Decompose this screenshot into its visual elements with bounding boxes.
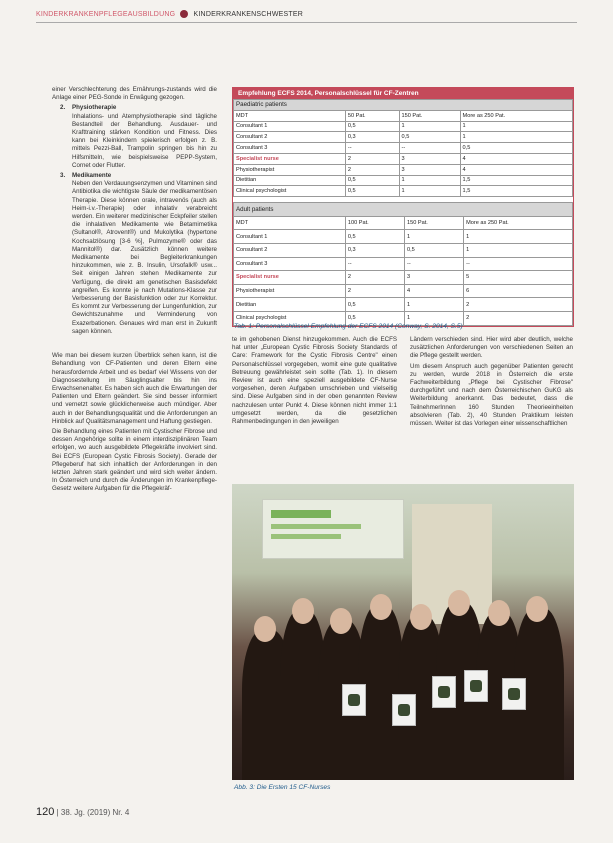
running-header: [36, 10, 303, 18]
table-cell: 1: [399, 121, 460, 132]
table-cell: 2: [345, 164, 399, 175]
banner-image: [262, 499, 404, 559]
table-cell: Consultant 1: [234, 230, 346, 244]
table-row: [234, 230, 573, 244]
table-cell: Consultant 3: [234, 257, 346, 271]
header-section: KINDERKRANKENPFLEGEAUSBILDUNG: [36, 10, 176, 18]
table-cell: Consultant 3: [234, 143, 346, 154]
page-footer: [36, 806, 129, 818]
table-cell: --: [345, 257, 404, 271]
table-cell: --: [399, 143, 460, 154]
column-header: 150 Pat.: [404, 216, 463, 230]
list-item-physiotherapie: [52, 104, 217, 170]
table-cell: Consultant 1: [234, 121, 346, 132]
table-cell: Physiotherapist: [234, 284, 346, 298]
column-header: 50 Pat.: [345, 110, 399, 121]
table-title: Empfehlung ECFS 2014, Personalschlüssel für CF-Zentren: [233, 88, 573, 99]
table-cell: Physiotherapist: [234, 164, 346, 175]
table-cell: 0,5: [345, 121, 399, 132]
table-row: [234, 243, 573, 257]
column-header: 150 Pat.: [399, 110, 460, 121]
group-photo: [232, 484, 574, 780]
table-cell: 1: [464, 230, 573, 244]
table-row: [234, 132, 573, 143]
page-number: 120: [36, 806, 55, 818]
table-cell: 1,5: [460, 175, 572, 186]
table-cell: 0,5: [404, 243, 463, 257]
text-column-right: [410, 336, 573, 430]
table-cell: 1: [399, 175, 460, 186]
table-row: [234, 186, 573, 197]
table-cell: --: [464, 257, 573, 271]
table-cell: 0,5: [399, 132, 460, 143]
column-header: More as 250 Pat.: [460, 110, 572, 121]
table-cell: Clinical psychologist: [234, 186, 346, 197]
list-item-title: Physiotherapie: [72, 104, 117, 112]
table-cell: 2: [345, 271, 404, 285]
table-cell: 4: [404, 284, 463, 298]
table-section-label: Paediatric patients: [234, 100, 573, 111]
intro-paragraph: einer Verschlechterung des Ernährungs-zustands wird die Anlage einer PEG-Sonde in Erwägung gezogen.: [52, 86, 217, 102]
table-cell: 1: [464, 243, 573, 257]
table-caption: Tab. 1: Personalschlüssel Empfehlung der ECFS 2014 (Conway, S. 2014, S.5): [234, 323, 463, 330]
list-item-text: Inhalations- und Atemphysiotherapie sind tägliche Bestandteil der Behandlung. Ausdauer- und Krafttraining stärken Kondition und Fitness. Dies kann bei Kleinkindern spielerisch erfolgen z. B. mittels Pezzi-Ball, Trampolin springen bis hin zu Hilfsmitteln, wie beispielsweise PEPP-System, Cornet oder Flutter.: [72, 112, 217, 169]
table-cell: 0,3: [345, 243, 404, 257]
table-row: [234, 298, 573, 312]
body-paragraph: Um diesem Anspruch auch gegenüber Patienten gerecht zu werden, wurde 2018 in Österreich die erste Fachweiterbildung „Pflege bei Cystischer Fibrose" durchgeführt und nach dem Österreichischen GuKG als Weiterbildung anerkannt. Das bedeutet, dass die TeilnehmerInnen 160 Stunden Theorieeinheiten absolvieren (Tab. 2), 40 Stunden Praktikum leisten müssen. Weiter ist das Vorlegen einer wissenschaftlichen: [410, 362, 573, 428]
table-cell: 1: [404, 298, 463, 312]
table-cell: Dietitian: [234, 298, 346, 312]
table-cell: Specialist nurse: [234, 271, 346, 285]
table-cell: 0,5: [345, 298, 404, 312]
table-header-row: [234, 110, 573, 121]
table-row: [234, 271, 573, 285]
table-row: [234, 284, 573, 298]
table-row: [234, 164, 573, 175]
table-cell: 2: [345, 284, 404, 298]
column-header: More as 250 Pat.: [464, 216, 573, 230]
body-paragraph: Ländern verschieden sind. Hier wird aber deutlich, welche zusätzlichen Anforderungen von verschiedenen Seiten an die Pflege gestellt werden.: [410, 336, 573, 360]
table-cell: 4: [460, 164, 572, 175]
column-header: MDT: [234, 110, 346, 121]
table-cell: 0,5: [345, 186, 399, 197]
text-column-left: [52, 86, 217, 496]
body-paragraph: te im gehobenen Dienst hinzugekommen. Auch die ECFS hat unter „European Cystic Fibrosis Society Standards of Care: Framework for the Cystic Fibrosis Centre" einen Personalschlüssel vorgegeben, womit eine gute qualitative Betreuung gewährleistet sein sollte (Tab. 1). In diesem Review ist auch eine speziell ausgebildete CF-Nurse vorgesehen, deren Aufgaben umschrieben und vielseitig sind. Diese Aufgaben sind in der oben genannten Review nachzulesen unter Punkt 4. Diese können nicht immer 1:1 umgesetzt werden, da die gesetzlichen Rahmenbedingungen in den jeweiligen: [232, 336, 397, 426]
table-cell: 1: [399, 186, 460, 197]
list-number: 3.: [60, 172, 66, 180]
body-paragraph: Wie man bei diesem kurzen Überblick sehen kann, ist die Behandlung von CF-Patienten und deren Eltern eine herausfordernde Arbeit und es bedarf viel Wissens von der Diagnosestellung im Säuglingsalter bis hin ins Erwachsenenalter. Es haben sich auch die Erwartungen der Patienten und Eltern geändert. Sie sind besser informiert und vernetzt sowie glücklicherweise auch mündiger. Aber auch in der Behandlungsqualität und die Anforderungen an Hinblick auf Qualitätsmanagement und Haftung gestiegen.: [52, 352, 217, 425]
table-section-label: Adult patients: [234, 203, 573, 217]
table-cell: 1,5: [460, 186, 572, 197]
table-cell: 0,5: [460, 143, 572, 154]
list-item-title: Medikamente: [72, 172, 112, 180]
table-cell: 2: [464, 298, 573, 312]
table-cell: --: [345, 143, 399, 154]
header-subsection: KINDERKRANKENSCHWESTER: [193, 10, 303, 18]
text-column-middle: [232, 336, 397, 428]
table-cell: 3: [399, 164, 460, 175]
journal-logo-icon: [180, 10, 188, 18]
table-cell: --: [404, 257, 463, 271]
photo-caption: Abb. 3: Die Ersten 15 CF-Nurses: [234, 784, 331, 791]
table-row: [234, 153, 573, 164]
table-cell: Clinical psychologist: [234, 311, 346, 325]
table-row: [234, 175, 573, 186]
table-row: [234, 121, 573, 132]
table-cell: 1: [404, 311, 463, 325]
table-cell: 1: [460, 132, 572, 143]
column-header: MDT: [234, 216, 346, 230]
table-cell: 0,3: [345, 132, 399, 143]
table-cell: 4: [460, 153, 572, 164]
table-cell: 3: [404, 271, 463, 285]
list-item-text: Neben den Verdauungsenzymen und Vitaminen sind Antibiotika die wichtigste Säule der medikamentösen Therapie. Diese können orale, intravenös (auch als Heim-i.v.-Therapie) oder inhalativ verabreicht werden. Ein weiterer medizinischer Eckpfeiler stellen die inhalativen Medikamente wie Betamimetika (Sultanol®, Atrovent®) und Mukolytika (hypertone Kochsalzlösung [3-6 %], Pulmozyme® oder das Mannitol®) dar. Zusätzlich können weitere Medikamente bei Begleiterkrankungen hinzukommen, wie z. B. Insulin, Ursofalk® usw... Seit einigen Jahren stehen Medikamente zur Verfügung, die direkt am genetischen Basisdefekt angreifen. Es konnte je nach Mutations-Klasse zur Verbesserung der Basisfunktion oder zur Korrektur. Es kommt zur Verbesserung der Lungenfunktion, zur Gewichtszunahme und Verminderung von Exazerbationen. Genaues wird man erst in Zukunft sagen können.: [72, 180, 217, 335]
issue-info: | 38. Jg. (2019) Nr. 4: [56, 808, 130, 817]
table-cell: 3: [399, 153, 460, 164]
adult-table: [233, 202, 573, 325]
table-row: [234, 257, 573, 271]
table-cell: 0,5: [345, 311, 404, 325]
table-cell: Consultant 2: [234, 243, 346, 257]
list-number: 2.: [60, 104, 66, 112]
table-cell: 1: [460, 121, 572, 132]
table-cell: 2: [345, 153, 399, 164]
header-rule: [36, 22, 577, 23]
paediatric-table: [233, 99, 573, 197]
table-row: [234, 143, 573, 154]
table-cell: 2: [464, 311, 573, 325]
table-header-row: [234, 216, 573, 230]
table-cell: 1: [404, 230, 463, 244]
table-cell: Specialist nurse: [234, 153, 346, 164]
table-cell: Consultant 2: [234, 132, 346, 143]
table-cell: 0,5: [345, 175, 399, 186]
table-cell: Dietitian: [234, 175, 346, 186]
table-cell: 6: [464, 284, 573, 298]
staffing-table: [232, 87, 574, 327]
list-item-medikamente: [52, 172, 217, 336]
body-paragraph: Die Behandlung eines Patienten mit Cystischer Fibrose und dessen Angehörige sollte in einem interdisziplinären Team erfolgen, wo auch ausgebildete Pflegekräfte involviert sind. Bei ECFS (European Cystic Fibrosis Society). Gerade der Pflegeberuf hat sich inhaltlich der Anforderungen in den letzten Jahren stark geändert und wird sich weiter ändern. In Österreich und durch die Änderungen im Krankenpflege-Gesetz weitere Aufgaben für die Pflegekräf-: [52, 427, 217, 493]
table-cell: 0,5: [345, 230, 404, 244]
table-cell: 5: [464, 271, 573, 285]
column-header: 100 Pat.: [345, 216, 404, 230]
